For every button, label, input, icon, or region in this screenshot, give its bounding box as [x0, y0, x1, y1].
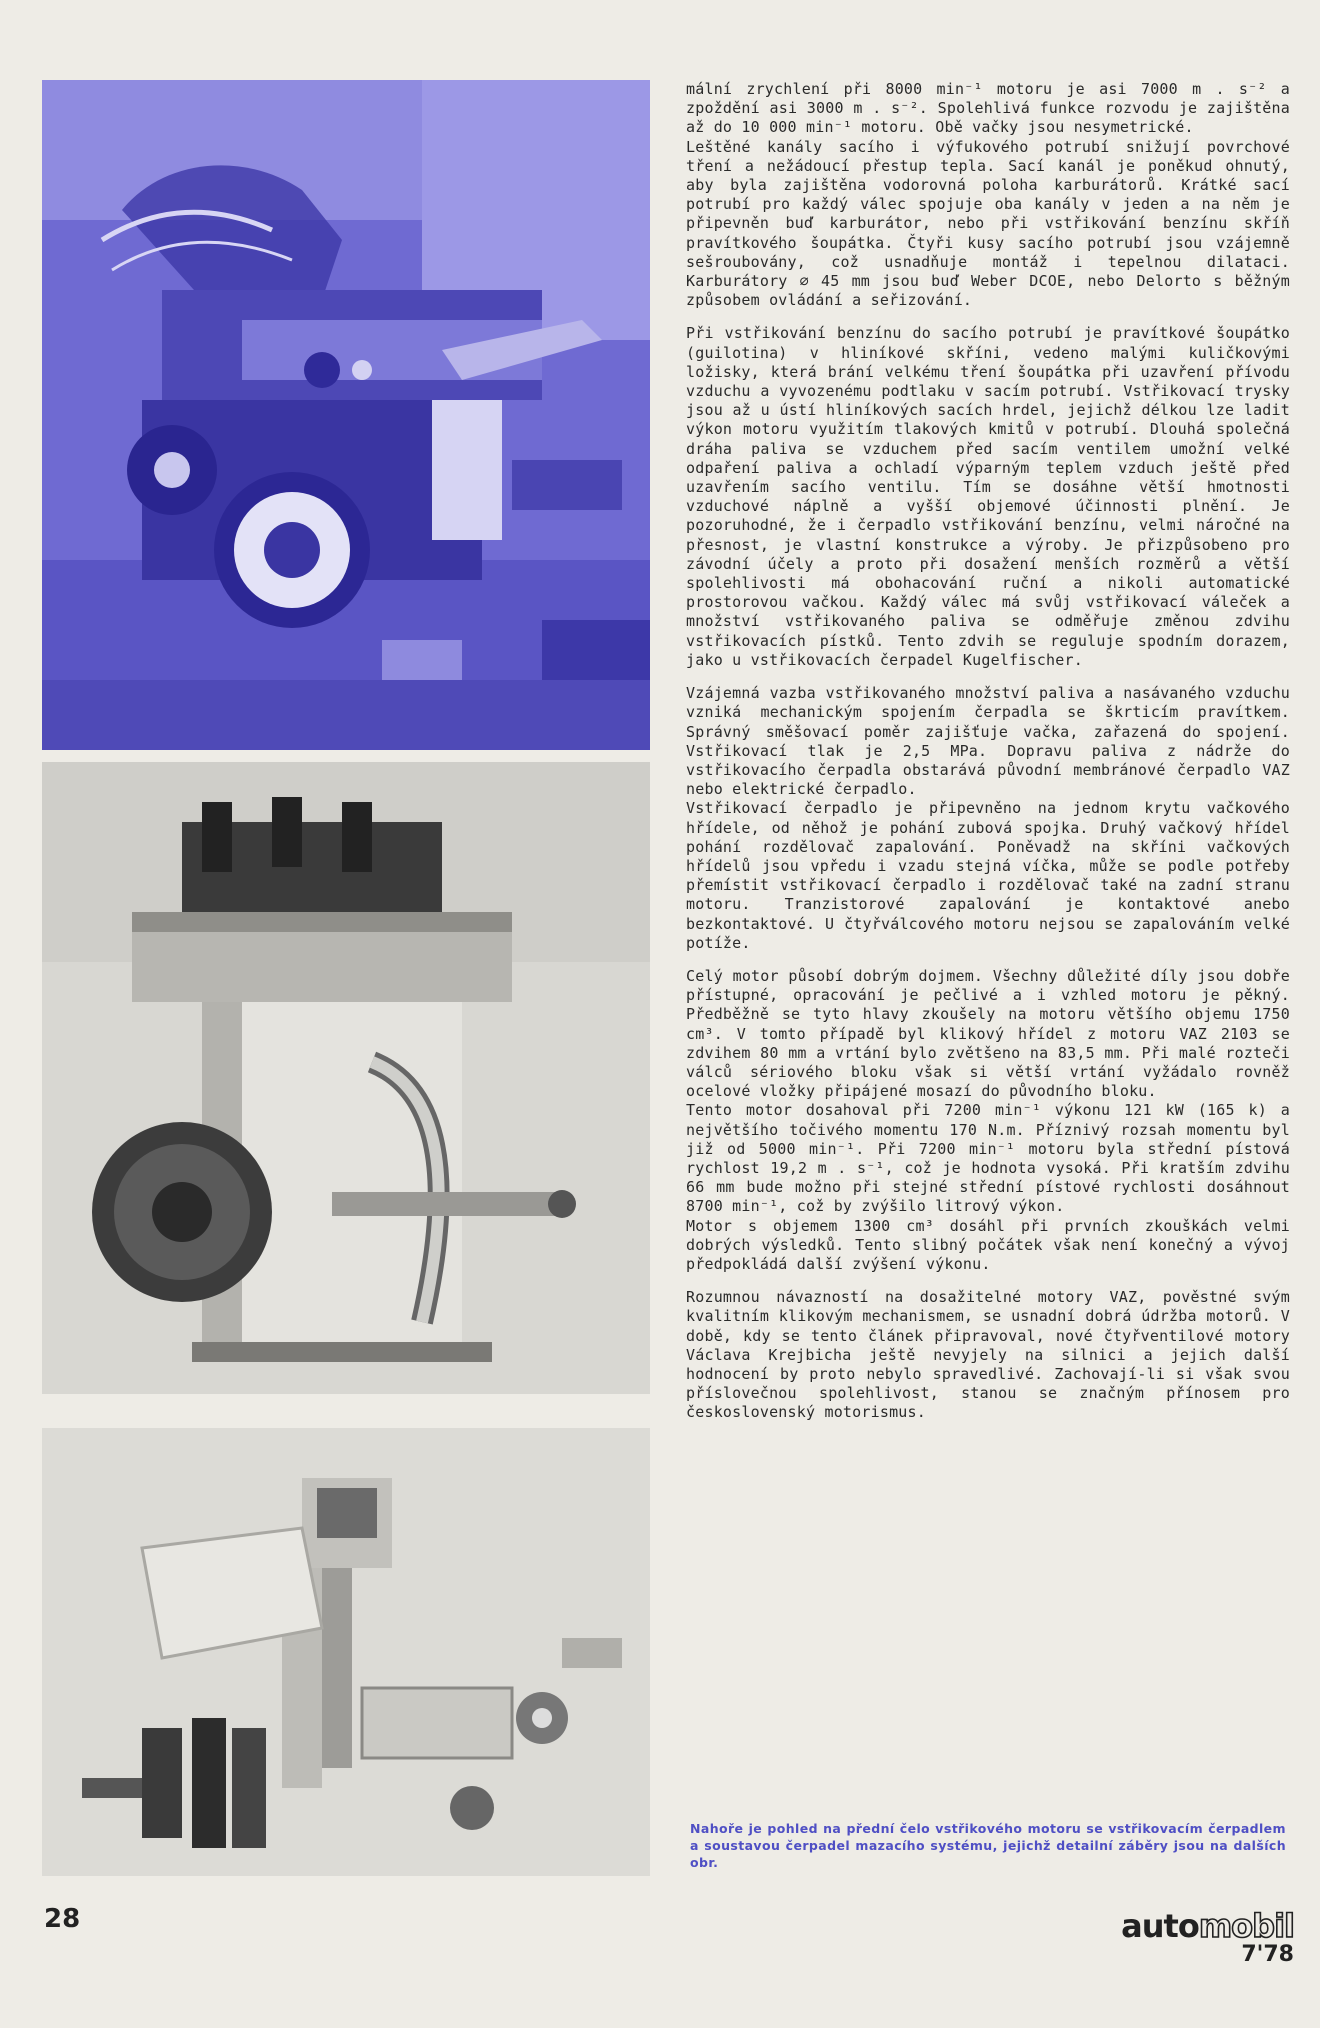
paragraph-7: Tento motor dosahoval při 7200 min⁻¹ výkonu 121 kW (165 k) a největšího točivého momentu 170 N.m. Příznivý rozsah momentu byl již od 5000 min⁻¹. Při 7200 min⁻¹ motoru byla střední pístová rychlost 19,2 m . s⁻¹, což je hodnota vysoká. Při kratším zdvihu 66 mm bude možno při stejné střední pístové rychlosti dosáhnout 8700 min⁻¹, což by zvýšilo litrový výkon.: [686, 1101, 1290, 1216]
paragraph-1: mální zrychlení při 8000 min⁻¹ motoru je asi 7000 m . s⁻² a zpoždění asi 3000 m . s⁻². Spolehlivá funkce rozvodu je zajištěna až do 10 000 min⁻¹ motoru. Obě vačky jsou nesymetrické.: [686, 80, 1290, 137]
masthead-logo-mobil: mobil: [1198, 1907, 1294, 1945]
article-text-column: [686, 80, 1290, 1437]
paragraph-8: Motor s objemem 1300 cm³ dosáhl při prvních zkouškách velmi dobrých výsledků. Tento slibný počátek však není konečný a vývoj předpokládá další zvýšení výkonu.: [686, 1216, 1290, 1273]
issue-number: 7'78: [1241, 1942, 1294, 1967]
paragraph-3: Při vstřikování benzínu do sacího potrubí je pravítkové šoupátko (guilotina) v hliníkové skříni, vedeno malými kuličkovými ložisky, která brání velkému tření šoupátka při uzavření přívodu vzduchu a vyvozenému podtlaku v sacím potrubí. Vstřikovací trysky jsou až u ústí hliníkových sacích hrdel, jejichž délkou lze ladit výkon motoru využitím tlakových kmitů v potrubí. Dlouhá společná dráha paliva se vzduchem před sacím ventilem umožní velké odpaření paliva a ochladí výparným teplem vzduch ještě před uzavřením sacího ventilu. Tím se dosáhne větší hmotnosti vzduchové náplně a vyšší objemové účinnosti plnění. Je pozoruhodné, že i čerpadlo vstřikování benzínu, velmi náročné na přesnost, je vlastní konstrukce a výroby. Je přizpůsobeno pro závodní účely a proto při dosažení menších rozměrů a větší spolehlivosti má obohacování ruční a nikoli automatické prostorovou vačkou. Každý válec má svůj vstřikovací váleček a množství vstřikovaného paliva se odměřuje změnou zdvihu vstřikovacích pístků. Tento zdvih se reguluje spodním dorazem, jako u vstřikovacích čerpadel Kugelfischer.: [686, 324, 1290, 669]
injection-pump-photo: [42, 762, 650, 1394]
engine-front-photo: [42, 80, 650, 750]
magazine-masthead: [1121, 1907, 1294, 1968]
masthead-logo-auto: auto: [1121, 1907, 1199, 1945]
paragraph-4: Vzájemná vazba vstřikovaného množství paliva a nasávaného vzduchu vzniká mechanickým spojením čerpadla se škrticím pravítkem. Správný směšovací poměr zajišťuje vačka, zařazená do spojení. Vstřikovací tlak je 2,5 MPa. Dopravu paliva z nádrže do vstřikovacího čerpadla obstarává původní membránové čerpadlo VAZ nebo elektrické čerpadlo.: [686, 684, 1290, 799]
paragraph-6: Celý motor působí dobrým dojmem. Všechny důležité díly jsou dobře přístupné, opracování je pečlivé a i vzhled motoru je pěkný. Předběžně se tyto hlavy zkoušely na motoru většího objemu 1750 cm³. V tomto případě byl klikový hřídel z motoru VAZ 2103 se zdvihem 80 mm a vrtání bylo zvětšeno na 83,5 mm. Při malé rozteči válců sériového bloku však si větší vrtání vyžádalo rovněž ocelové vložky připájené mosazí do původního bloku.: [686, 966, 1290, 1101]
page-number: 28: [44, 1904, 81, 1934]
lubrication-pumps-photo: [42, 1428, 650, 1876]
paragraph-5: Vstřikovací čerpadlo je připevněno na jednom krytu vačkového hřídele, od něhož je pohání zubová spojka. Druhý vačkový hřídel pohání rozdělovač zapalování. Poněvadž na skříni vačkových hřídelů jsou vpředu i vzadu stejná víčka, může se podle potřeby přemístit vstřikovací čerpadlo i rozdělovač také na zadní stranu motoru. Tranzistorové zapalování je kontaktové anebo bezkontaktové. U čtyřválcového motoru nejsou se zapalováním velké potíže.: [686, 799, 1290, 952]
paragraph-9: Rozumnou návazností na dosažitelné motory VAZ, pověstné svým kvalitním klikovým mechanismem, se usnadní dobrá údržba motorů. V době, kdy se tento článek připravoval, nové čtyřventilové motory Václava Krejbicha ještě nevyjely na silnici a jejich další hodnocení by proto nebylo spravedlivé. Zachovají-li si však svou příslovečnou spolehlivost, stanou se značným přínosem pro československý motorismus.: [686, 1288, 1290, 1422]
photo-caption: Nahoře je pohled na přední čelo vstřikového motoru se vstřikovacím čerpadlem a soustavou čerpadel mazacího systému, jejichž detailní záběry jsou na dalších obr.: [690, 1821, 1286, 1870]
paragraph-2: Leštěné kanály sacího i výfukového potrubí snižují povrchové tření a nežádoucí přestup tepla. Sací kanál je poněkud ohnutý, aby byla zajištěna vodorovná poloha karburátorů. Krátké sací potrubí pro každý válec spojuje oba kanály v jeden a na něm je připevněn buď karburátor, nebo při vstřikování benzínu skříň pravítkového šoupátka. Čtyři kusy sacího potrubí jsou vzájemně sešroubovány, což usnadňuje montáž i tepelnou dilataci. Karburátory ⌀ 45 mm jsou buď Weber DCOE, nebo Delorto s běžným způsobem ovládání a seřizování.: [686, 137, 1290, 310]
masthead-logo: [1121, 1907, 1294, 1945]
